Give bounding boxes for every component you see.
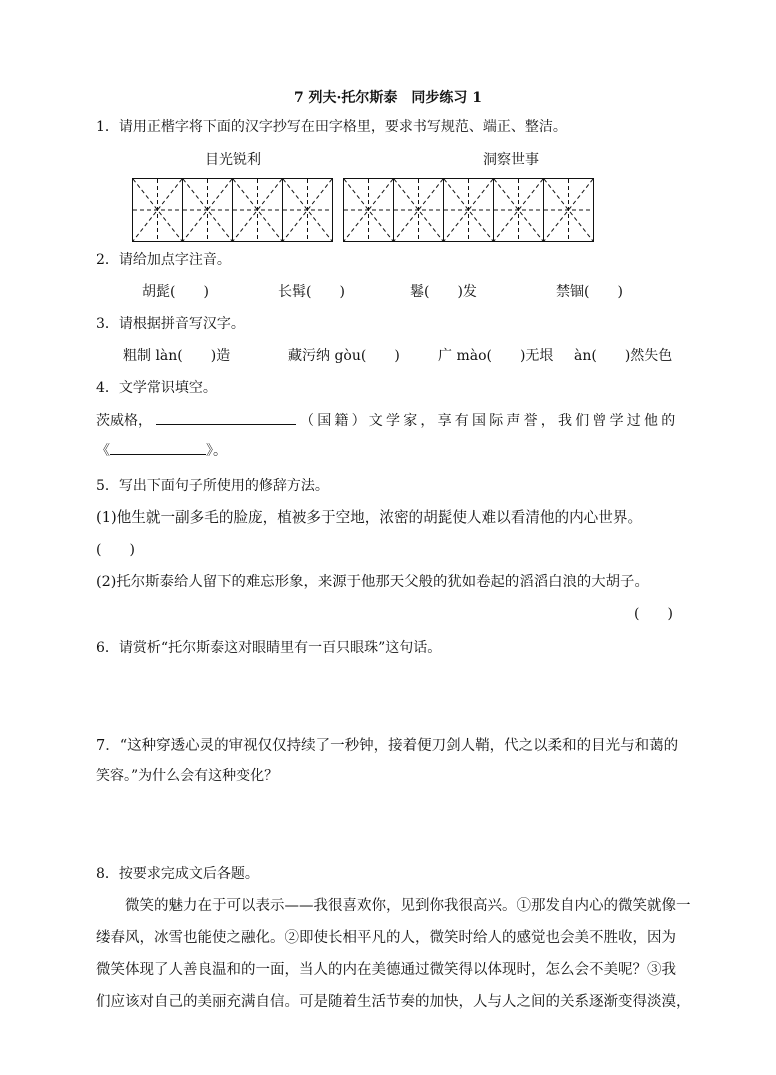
- tianzige-cell[interactable]: [283, 178, 333, 242]
- q2-item: 禁锢( ): [556, 284, 623, 300]
- q1-word-left: 目光锐利: [205, 152, 261, 168]
- q4-line1: [96, 410, 680, 431]
- q8-passage-line: 微笑体现了人善良温和的一面，当人的内在美德通过微笑得以体现时，怎么会不美呢？③我: [96, 962, 676, 978]
- q4-line2-close: 》。: [206, 443, 227, 459]
- q3-item: 藏污纳 gòu( ): [288, 348, 400, 364]
- tianzige-cell[interactable]: [494, 178, 544, 242]
- tianzige-cell[interactable]: [343, 178, 394, 242]
- tianzige-cell[interactable]: [132, 178, 183, 242]
- tianzige-grid-right[interactable]: [343, 178, 594, 242]
- page-title: 7 列夫·托尔斯泰 同步练习 1: [293, 90, 483, 106]
- q8-passage-line: 缕春风，冰雪也能使之融化。②即使长相平凡的人，微笑时给人的感觉也会美不胜收，因为: [96, 930, 676, 946]
- q7-line-2: 笑容。”为什么会有这种变化？: [96, 768, 279, 784]
- q7-line-1: 7．“这种穿透心灵的审视仅仅持续了一秒钟，接着便刀剑人鞘，代之以柔和的目光与和蔼的: [96, 738, 679, 754]
- work-title-blank[interactable]: [110, 440, 206, 455]
- tianzige-cell[interactable]: [394, 178, 444, 242]
- q3-item: 粗制 làn( )造: [123, 348, 231, 364]
- q1-word-right: 洞察世事: [483, 152, 539, 168]
- q8-passage-line: 们应该对自己的美丽充满自信。可是随着生活节奏的加快，人与人之间的关系逐渐变得淡漠，: [96, 994, 691, 1010]
- tianzige-cell[interactable]: [183, 178, 233, 242]
- tianzige-cell[interactable]: [544, 178, 594, 242]
- q4-line2: [96, 440, 227, 461]
- q8-passage-line: 微笑的魅力在于可以表示——我很喜欢你，见到你我很高兴。①那发自内心的微笑就像一: [96, 898, 691, 914]
- nationality-blank[interactable]: [156, 410, 296, 425]
- q5-stem: 5．写出下面句子所使用的修辞方法。: [96, 478, 329, 494]
- q4-line1-lead: 茨威格，: [96, 413, 152, 429]
- tianzige-cell[interactable]: [444, 178, 494, 242]
- q2-stem: 2．请给加点字注音。: [96, 252, 231, 268]
- q2-item: 长髯( ): [278, 284, 345, 300]
- q2-item: 胡髭( ): [142, 284, 209, 300]
- q3-item: àn( )然失色: [574, 348, 673, 364]
- q5-sentence-2: (2)托尔斯泰给人留下的难忘形象，来源于他那天父般的犹如卷起的滔滔白浪的大胡子。: [96, 574, 649, 590]
- q5-answer-1[interactable]: ( ): [96, 542, 135, 558]
- tianzige-grid-left[interactable]: [132, 178, 333, 242]
- q4-stem: 4．文学常识填空。: [96, 380, 217, 396]
- q5-answer-2[interactable]: ( ): [634, 606, 673, 622]
- tianzige-cell[interactable]: [233, 178, 283, 242]
- q3-stem: 3．请根据拼音写汉字。: [96, 316, 245, 332]
- q3-item: 广 mào( )无垠: [438, 348, 554, 364]
- q2-item: 鬈( )发: [410, 284, 477, 300]
- q5-sentence-1: (1)他生就一副多毛的脸庞，植被多于空地，浓密的胡髭使人难以看清他的内心世界。: [96, 509, 643, 526]
- q1-stem: 1．请用正楷字将下面的汉字抄写在田字格里，要求书写规范、端正、整洁。: [96, 119, 567, 135]
- q8-stem: 8．按要求完成文后各题。: [96, 866, 259, 882]
- q4-line2-open: 《: [96, 443, 110, 459]
- q6-stem: 6．请赏析“托尔斯泰这对眼睛里有一百只眼珠”这句话。: [96, 640, 442, 656]
- q4-line1-rest: （国籍）文学家，享有国际声誉，我们曾学过他的: [300, 413, 679, 429]
